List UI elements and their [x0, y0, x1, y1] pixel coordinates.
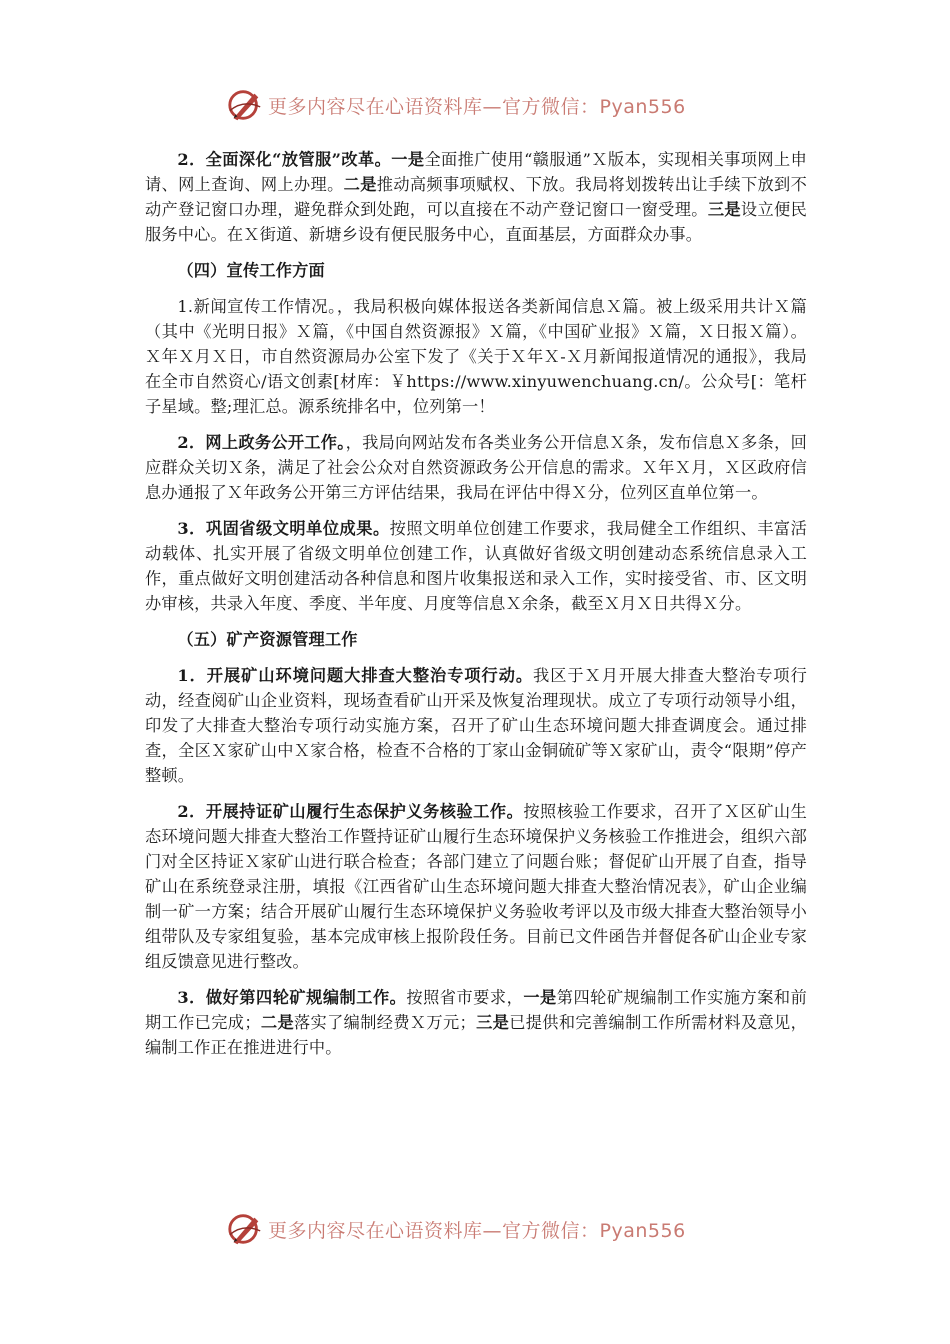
- paragraph-fangguanfu: 2．全面深化“放管服”改革。一是全面推广使用“赣服通”Ｘ版本，实现相关事项网上申请、网上查询、网上办理。二是推动高频事项赋权、下放。我局将划拨转出让手续下放到不动产登记窗口办理，避免群众到处跑，可以直接在不动产登记窗口一窗受理。三是设立便民服务中心。在Ｘ街道、新塘乡设有便民服务中心，直面基层，方面群众办事。: [145, 150, 807, 244]
- paragraph-mine-verification: 2．开展持证矿山履行生态保护义务核验工作。按照核验工作要求，召开了Ｘ区矿山生态环境问题大排查大整治工作暨持证矿山履行生态环境保护义务核验工作推进会，组织六部门对全区持证Ｘ家矿山进行联合检查；各部门建立了问题台账；督促矿山开展了自查，指导矿山在系统登录注册，填报《江西省矿山生态环境问题大排查大整治情况表》，矿山企业编制一矿一方案；结合开展矿山履行生态环境保护义务验收考评以及市级大排查大整治领导小组带队及专家组复验，基本完成审核上报阶段任务。目前已文件函告并督促各矿山企业专家组反馈意见进行整改。: [145, 802, 808, 971]
- document-body: [145, 147, 807, 1060]
- pen-logo-icon: [226, 86, 264, 124]
- paragraph-lead: 3．做好第四轮矿规编制工作。: [177, 988, 407, 1007]
- paragraph-lead: 2．网上政务公开工作。: [177, 433, 346, 452]
- paragraph-news: 1.新闻宣传工作情况。，我局积极向媒体报送各类新闻信息Ｘ篇。被上级采用共计Ｘ篇（其中《光明日报》Ｘ篇，《中国自然资源报》Ｘ篇，《中国矿业报》Ｘ篇，Ｘ日报Ｘ篇）。Ｘ年Ｘ月Ｘ日，市自然资源局办公室下发了《关于Ｘ年Ｘ-Ｘ月新闻报道情况的通报》，我局在全市自然资心/语文创素[材库：￥https://www.xinyuwenchuang.cn/。公众号[：笔杆子星域。整;理汇总。源系统排名中，位列第一！: [145, 297, 807, 416]
- paragraph-mine-planning: 3．做好第四轮矿规编制工作。按照省市要求，一是第四轮矿规编制工作实施方案和前期工作已完成；二是落实了编制经费Ｘ万元；三是已提供和完善编制工作所需材料及意见，编制工作正在推进进行中。: [145, 988, 808, 1057]
- paragraph-mine-inspection: 1．开展矿山环境问题大排查大整治专项行动。我区于Ｘ月开展大排查大整治专项行动，经查阅矿山企业资料，现场查看矿山开采及恢复治理现状。成立了专项行动领导小组，印发了大排查大整治专项行动实施方案，召开了矿山生态环境问题大排查调度会。通过排查，全区Ｘ家矿山中Ｘ家合格，检查不合格的丁家山金铜硫矿等Ｘ家矿山，责令“限期”停产整顿。: [145, 666, 807, 785]
- paragraph-lead: 2．全面深化“放管服”改革。: [177, 150, 392, 169]
- footer-banner: [226, 1208, 686, 1250]
- header-banner: [226, 84, 686, 126]
- section-heading-publicity: （四）宣传工作方面: [177, 261, 325, 280]
- paragraph-lead: 3．巩固省级文明单位成果。: [177, 519, 390, 538]
- paragraph-lead: 1．开展矿山环境问题大排查大整治专项行动。: [177, 666, 534, 685]
- paragraph-lead: 2．开展持证矿山履行生态保护义务核验工作。: [177, 802, 524, 821]
- paragraph-gov-open: 2．网上政务公开工作。，我局向网站发布各类业务公开信息Ｘ条，发布信息Ｘ多条，回应群众关切Ｘ条，满足了社会公众对自然资源政务公开信息的需求。Ｘ年Ｘ月，Ｘ区政府信息办通报了Ｘ年政务公开第三方评估结果，我局在评估中得Ｘ分，位列区直单位第一。: [145, 433, 807, 502]
- pen-logo-icon: [226, 1210, 264, 1248]
- section-heading-mineral: （五）矿产资源管理工作: [177, 630, 358, 649]
- footer-banner-text: 更多内容尽在心语资料库—官方微信：Pyan556: [268, 1219, 686, 1242]
- header-banner-text: 更多内容尽在心语资料库—官方微信：Pyan556: [268, 95, 686, 118]
- paragraph-civilization: 3．巩固省级文明单位成果。按照文明单位创建工作要求，我局健全工作组织、丰富活动载体、扎实开展了省级文明单位创建工作，认真做好省级文明创建动态系统信息录入工作，重点做好文明创建活动各种信息和图片收集报送和录入工作，实时接受省、市、区文明办审核，共录入年度、季度、半年度、月度等信息Ｘ余条，截至Ｘ月Ｘ日共得Ｘ分。: [145, 519, 807, 613]
